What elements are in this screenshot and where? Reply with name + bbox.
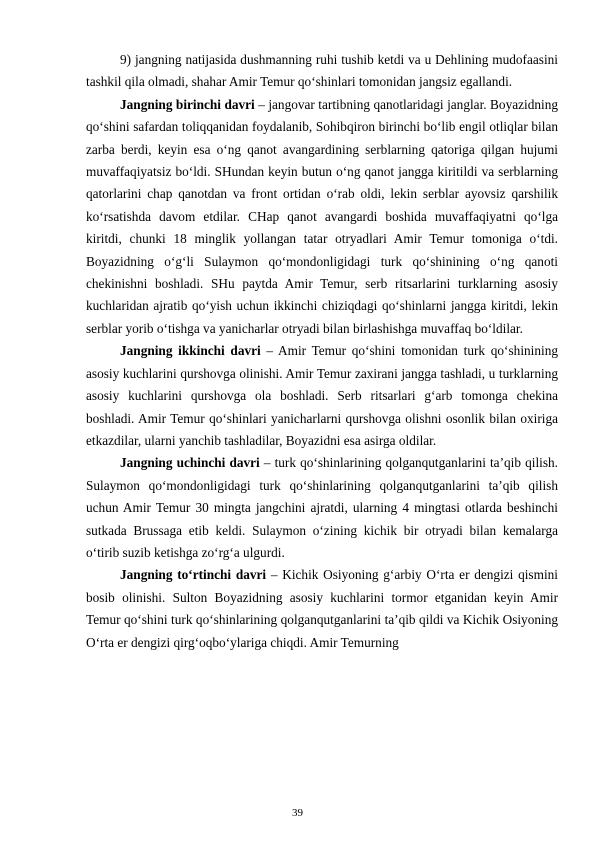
paragraph-heading: Jangning ikkinchi davri: [120, 343, 261, 359]
page-number: 39: [292, 807, 303, 819]
paragraph-text: – Amir Temur qo‘shini tomonidan turk qo‘shinining asosiy kuchlarini qurshovga olinishi. Amir Temur zaxirani jangga tashladi, u turklarning asosiy kuchlarini qurshovga ola boshladi. Serb ritsarlari g‘arb tomonga chekina boshladi. Amir Temur qo‘shinlari yanicharlarni qurshovga olishni osonlik bilan oxiriga etkazdilar, ularni yanchib tashladilar, Boyazidni esa asirga oldilar.: [86, 343, 558, 448]
paragraph-heading: Jangning birinchi davri: [120, 96, 255, 112]
paragraph-heading: Jangning uchinchi davri: [120, 455, 260, 471]
page-body: [86, 49, 558, 654]
paragraph-second-period: [86, 340, 558, 452]
paragraph-text: – Kichik Osiyoning g‘arbiy O‘rta er dengizi qismini bosib olinishi. Sulton Boyazidning asosiy kuchlarini tormor etganidan keyin Amir Temur qo‘shini turk qo‘shinlarining qolganqutganlarini ta’qib qildi va Kichik Osiyoning O‘rta er dengizi qirg‘oqbo‘ylariga chiqdi. Amir Temurning: [86, 567, 558, 650]
paragraph-text: – jangovar tartibning qanotlaridagi janglar. Boyazidning qo‘shini safardan toliqqanidan foydalanib, Sohibqiron birinchi bo‘lib engil otliqlar bilan zarba berdi, keyin esa o‘ng qanot avangardining serblarning qatoriga qilgan hujumi muvaffaqiyatsiz bo‘ldi. SHundan keyin butun o‘ng qanot jangga kiritildi va serblarning qatorlarini chap qanotdan va front ortidan o‘rab oldi, lekin serblar ayovsiz qarshilik ko‘rsatishda davom etdilar. CHap qanot avangardi boshida muvaffaqiyatni qo‘lga kiritdi, chunki 18 minglik yollangan tatar otryadlari Amir Temur tomoniga o‘tdi. Boyazidning o‘g‘li Sulaymon qo‘mondonligidagi turk qo‘shinining o‘ng qanoti chekinishni boshladi. SHu paytda Amir Temur, serb ritsarlarini turklarning asosiy kuchlaridan ajratib qo‘yish uchun ikkinchi chiziqdagi qo‘shinlarni jangga kiritdi, lekin serblar yorib o‘tishga va yanicharlar otryadi bilan birlashishga muvaffaq bo‘ldilar.: [86, 96, 559, 336]
paragraph-text: – turk qo‘shinlarining qolganqutganlarini ta’qib qilish. Sulaymon qo‘mondonligidagi turk qo‘shinlarining qolganqutganlarini ta’qib qilish uchun Amir Temur 30 mingta jangchini ajratdi, ularning 4 mingtasi otlarda beshinchi sutkada Brussaga etib keldi. Sulaymon o‘zining kichik bir otryadi bilan kemalarga o‘tirib suzib ketishga zo‘rg‘a ulgurdi.: [86, 455, 558, 560]
paragraph-first-period: [86, 94, 558, 340]
paragraph-text: 9) jangning natijasida dushmanning ruhi tushib ketdi va u Dehlining mudofaasini tashkil qila olmadi, shahar Amir Temur qo‘shinlari tomonidan jangsiz egallandi.: [86, 52, 558, 90]
paragraph-heading: Jangning to‘rtinchi davri: [120, 567, 267, 583]
paragraph-intro: [86, 49, 558, 94]
paragraph-third-period: [86, 452, 558, 564]
paragraph-fourth-period: [86, 564, 558, 654]
